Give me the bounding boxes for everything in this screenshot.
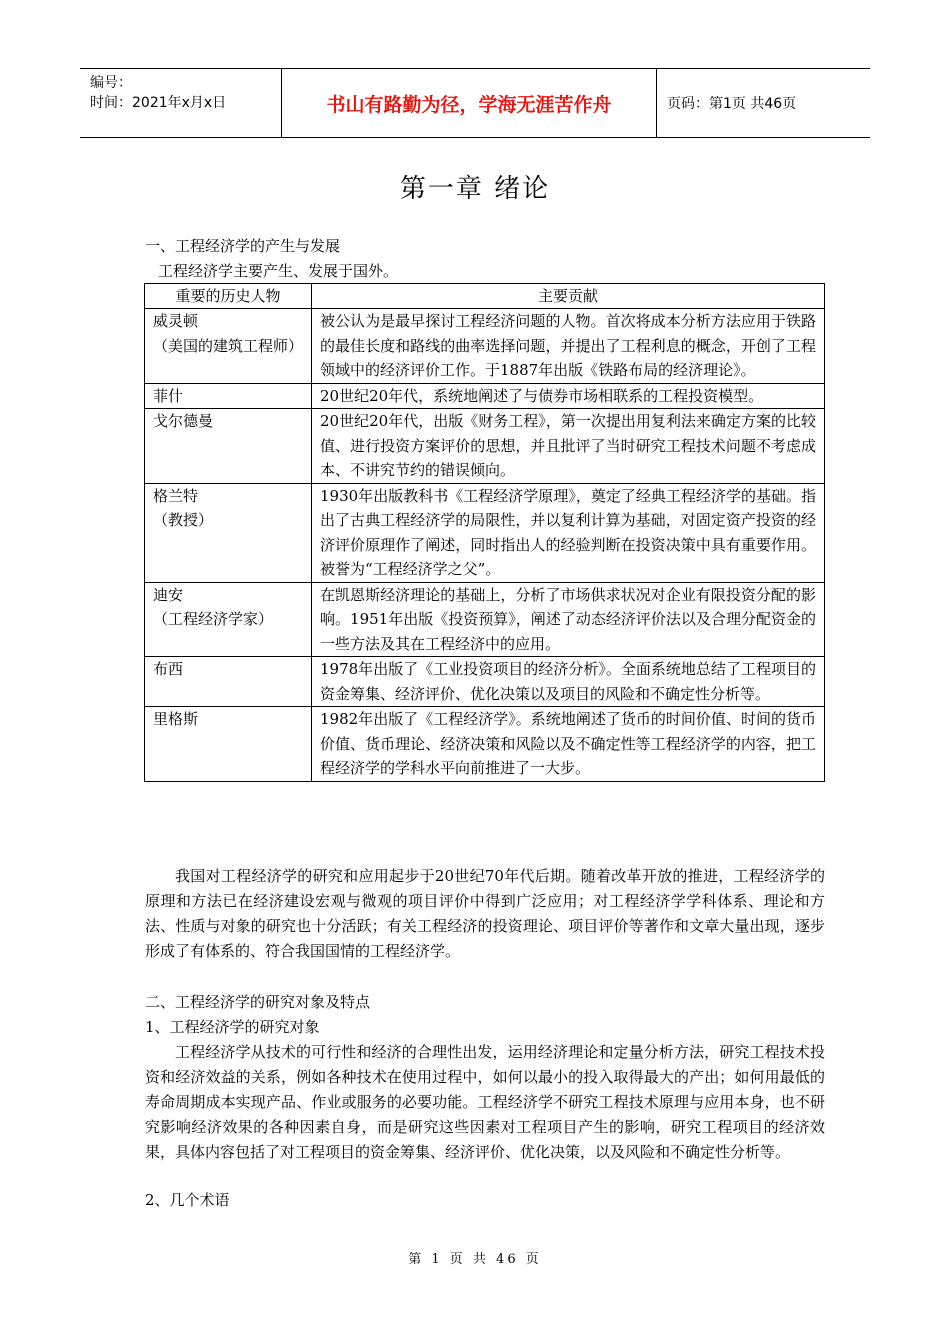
person-note: （工程经济学家） [153,610,274,628]
number-label: 编号： [90,75,132,91]
table-row [145,383,825,409]
contribution: 1978年出版了《工业投资项目的经济分析》。全面系统地总结了工程项目的资金筹集、经济评价、优化决策以及项目的风险和不确定性分析等。 [312,657,825,707]
section2-heading: 二、工程经济学的研究对象及特点 [145,993,371,1011]
contribution: 20世纪20年代，出版《财务工程》，第一次提出用复利法来确定方案的比较值、进行投资方案评价的思想，并且批评了当时研究工程技术问题不考虑成本、不讲究节约的错误倾向。 [312,409,825,484]
contribution: 在凯恩斯经济理论的基础上，分析了市场供求状况对企业有限投资分配的影响。1951年出版《投资预算》，阐述了动态经济评价法以及合理分配资金的一些方法及其在工程经济中的应用。 [312,582,825,657]
chapter-title: 第一章 绪论 [399,174,551,204]
table-header-contribution: 主要贡献 [312,284,825,309]
table-header-person: 重要的历史人物 [145,284,312,309]
person-name: 迪安 [153,585,184,604]
section1-heading: 一、工程经济学的产生与发展 [145,237,341,255]
section2-sub1-heading: 1、工程经济学的研究对象 [145,1018,320,1036]
person-note: （教授） [153,511,214,529]
table-row [145,707,825,782]
research-object-paragraph: 工程经济学从技术的可行性和经济的合理性出发，运用经济理论和定量分析方法，研究工程技术投资和经济效益的关系，例如各种技术在使用过程中，如何以最小的投入取得最大的产出；如何用最低的寿命周期成本实现产品、作业或服务的必要功能。工程经济学不研究工程技术原理与应用本身，也不研究影响经济效果的各种因素自身，而是研究这些因素对工程项目产生的影响，研究工程项目的经济效果，具体内容包括了对工程项目的资金筹集、经济评价、优化决策，以及风险和不确定性分析等。 [145,1043,825,1161]
page-footer: 第 1 页 共 46 页 [408,1252,542,1267]
person-name: 格兰特 [153,486,199,505]
header-page-info: 页码：第1页 共46页 [667,96,797,112]
time-label: 时间：2021年x月x日 [90,95,227,111]
person-name: 菲什 [153,386,184,405]
document-header [80,68,870,138]
contribution: 被公认为是最早探讨工程经济问题的人物。首次将成本分析方法应用于铁路的最佳长度和路线的曲率选择问题，并提出了工程利息的概念，开创了工程领域中的经济评价工作。于1887年出版《铁路布局的经济理论》。 [312,309,825,384]
section2-sub2-heading: 2、几个术语 [145,1191,230,1209]
header-meta [80,69,282,137]
section1-intro: 工程经济学主要产生、发展于国外。 [158,262,399,280]
china-development-paragraph: 我国对工程经济学的研究和应用起步于20世纪70年代后期。随着改革开放的推进，工程经济学的原理和方法已在经济建设宏观与微观的项目评价中得到广泛应用；对工程经济学学科体系、理论和方法、性质与对象的研究也十分活跃；有关工程经济的投资理论、项目评价等著作和文章大量出现，逐步形成了有体系的、符合我国国情的工程经济学。 [145,867,825,960]
person-name: 布西 [153,660,184,678]
table-row [145,582,825,657]
person-note: （美国的建筑工程师） [153,336,304,355]
person-name: 戈尔德曼 [153,412,214,430]
table-row [145,309,825,384]
person-name: 威灵顿 [153,312,199,330]
header-motto: 书山有路勤为径，学海无涯苦作舟 [282,69,657,137]
table-row [145,483,825,582]
contribution: 20世纪20年代，系统地阐述了与债券市场相联系的工程投资模型。 [312,383,825,409]
contribution: 1982年出版了《工程经济学》。系统地阐述了货币的时间价值、时间的货币价值、货币理论、经济决策和风险以及不确定性等工程经济学的内容，把工程经济学的学科水平向前推进了一大步。 [312,707,825,782]
person-name: 里格斯 [153,710,199,728]
history-table [144,283,825,782]
table-row [145,409,825,484]
table-row [145,657,825,707]
contribution: 1930年出版教科书《工程经济学原理》，奠定了经典工程经济学的基础。指出了古典工程经济学的局限性，并以复利计算为基础，对固定资产投资的经济评价原理作了阐述，同时指出人的经验判断在投资决策中具有重要作用。被誉为“工程经济学之父”。 [312,483,825,582]
